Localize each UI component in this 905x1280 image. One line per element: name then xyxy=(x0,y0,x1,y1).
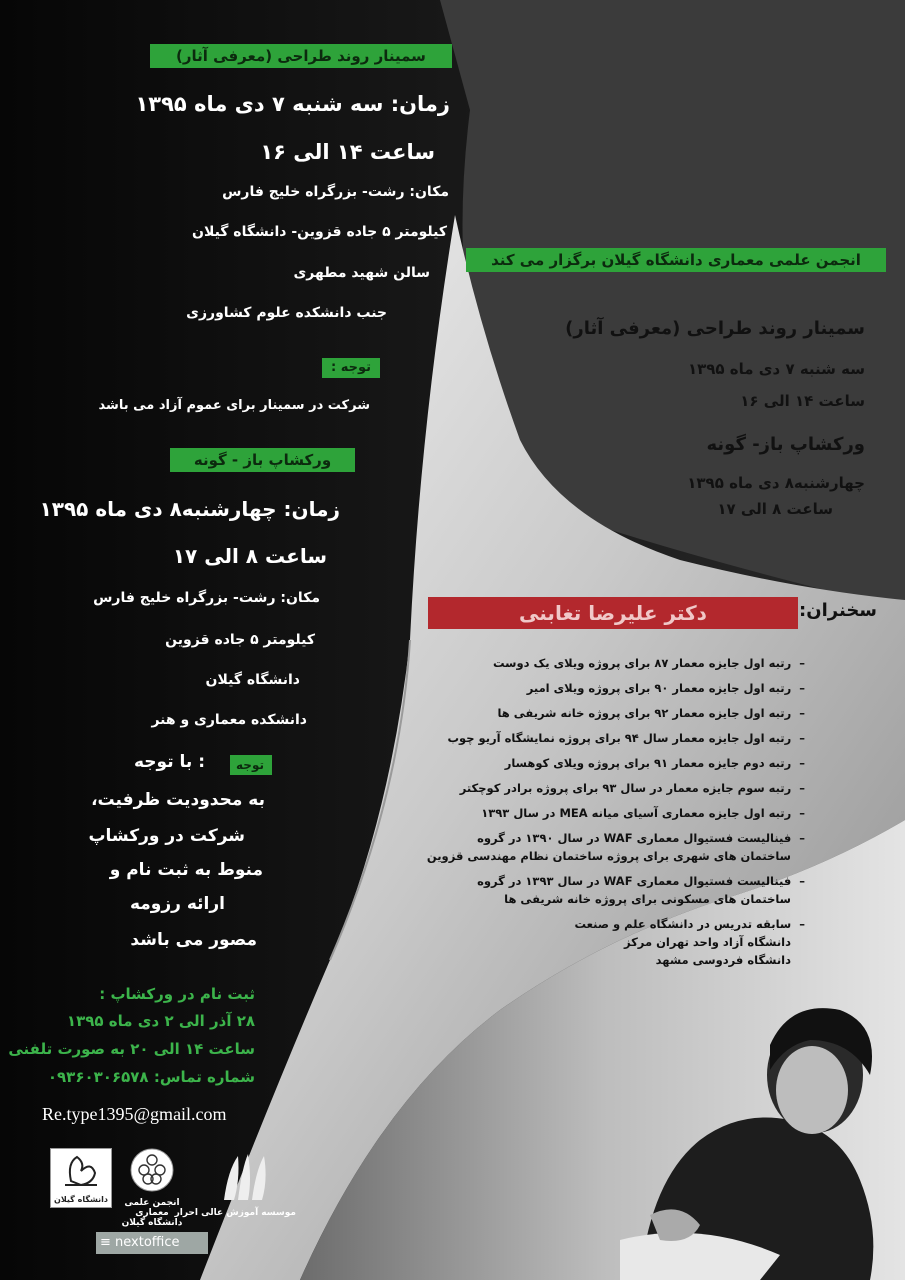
credential-item: –رتبه اول جایزه معماری آسیای میانه MEA در سال ۱۳۹۳ xyxy=(481,806,805,820)
association-logo-line-3: دانشگاه گیلان xyxy=(121,1218,183,1228)
workshop-place-line-2: کیلومتر ۵ جاده قزوین xyxy=(165,632,315,648)
workshop-place-line-1: مکان: رشت- بزرگراه خلیج فارس xyxy=(93,590,320,606)
association-logo-line-1: انجمن علمی xyxy=(124,1198,180,1208)
credential-item-continued: ساختمان های مسکونی برای پروژه خانه شریفی ها xyxy=(504,892,791,906)
association-emblem-icon xyxy=(126,1146,178,1194)
seminar-banner: سمینار روند طراحی (معرفی آثار) xyxy=(150,44,452,68)
workshop-place-line-3: دانشگاه گیلان xyxy=(205,672,300,688)
workshop-note-label: توجه xyxy=(230,755,272,775)
ahrar-emblem-icon xyxy=(218,1150,274,1204)
registration-line-2: ۲۸ آذر الی ۲ دی ماه ۱۳۹۵ xyxy=(66,1012,255,1030)
summary-seminar-time: ساعت ۱۴ الی ۱۶ xyxy=(740,392,865,410)
workshop-note-line-3: شرکت در ورکشاپ xyxy=(88,826,245,846)
ahrar-institute-logo xyxy=(174,1150,296,1225)
seminar-place-line-1: مکان: رشت- بزرگراه خلیج فارس xyxy=(222,184,449,200)
workshop-banner: ورکشاپ باز - گونه xyxy=(170,448,355,472)
workshop-date: زمان: چهارشنبه۸ دی ماه ۱۳۹۵ xyxy=(39,497,340,521)
registration-line-1: ثبت نام در ورکشاپ : xyxy=(99,985,255,1003)
summary-workshop-title: ورکشاپ باز- گونه xyxy=(706,434,865,455)
organizer-banner: انجمن علمی معماری دانشگاه گیلان برگزار می کند xyxy=(466,248,886,272)
speaker-label: سخنران: xyxy=(799,600,877,621)
summary-workshop-date: چهارشنبه۸ دی ماه ۱۳۹۵ xyxy=(687,474,865,492)
seminar-note-label: توجه : xyxy=(322,358,380,378)
credential-item: –سابقه تدریس در دانشگاه علم و صنعت xyxy=(574,917,805,931)
association-logo-line-2: معماری xyxy=(135,1208,169,1218)
guilan-emblem-icon xyxy=(51,1149,111,1191)
workshop-note-line-1: : با توجه xyxy=(133,752,205,772)
credential-item: –رتبه دوم جایزه معمار ۹۱ برای پروژه ویلای کوهسار xyxy=(504,756,805,770)
credential-item: –رتبه اول جایزه معمار ۹۲ برای پروژه خانه شریفی ها xyxy=(497,706,805,720)
registration-phone[interactable]: شماره تماس: ۰۹۳۶۰۳۰۶۵۷۸ xyxy=(47,1068,255,1086)
seminar-place-line-2: کیلومتر ۵ جاده قزوین- دانشگاه گیلان xyxy=(192,224,447,240)
workshop-time: ساعت ۸ الی ۱۷ xyxy=(172,544,327,568)
credential-item-continued: دانشگاه آزاد واحد تهران مرکز xyxy=(623,935,791,949)
guilan-university-logo xyxy=(50,1148,112,1208)
contact-email[interactable]: Re.type1395@gmail.com xyxy=(42,1104,227,1124)
speaker-credentials-list xyxy=(385,655,805,977)
workshop-note-line-5: ارائه رزومه xyxy=(129,894,225,914)
menu-lines-icon: ≡ xyxy=(100,1235,116,1250)
credential-item: –فینالیست فستیوال معماری WAF در سال ۱۳۹۳ در گروه xyxy=(477,874,805,888)
credential-item: –فینالیست فستیوال معماری WAF در سال ۱۳۹۰ در گروه xyxy=(477,831,805,845)
credential-item: –رتبه اول جایزه معمار سال ۹۴ برای پروژه نمایشگاه آریو چوب xyxy=(447,731,805,745)
workshop-note-line-4: منوط به ثبت نام و xyxy=(109,860,263,880)
ahrar-logo-caption: موسسه آموزش عالی احرار xyxy=(174,1208,296,1218)
seminar-time: ساعت ۱۴ الی ۱۶ xyxy=(260,140,435,164)
credential-item: –رتبه اول جایزه معمار ۸۷ برای پروژه ویلای یک دوست xyxy=(493,656,805,670)
summary-workshop-time: ساعت ۸ الی ۱۷ xyxy=(717,500,833,518)
summary-seminar-date: سه شنبه ۷ دی ماه ۱۳۹۵ xyxy=(687,360,865,378)
credential-item: –رتبه اول جایزه معمار ۹۰ برای پروژه ویلای امیر xyxy=(526,681,805,695)
workshop-note-line-6: مصور می باشد xyxy=(130,930,257,950)
credential-item: –رتبه سوم جایزه معمار در سال ۹۳ برای پروژه برادر کوچکتر xyxy=(459,781,805,795)
nextoffice-wordmark: nextoffice xyxy=(115,1235,180,1250)
seminar-date: زمان: سه شنبه ۷ دی ماه ۱۳۹۵ xyxy=(135,92,450,116)
credential-item-continued: ساختمان های شهری برای پروژه ساختمان نظام مهندسی قزوین xyxy=(426,849,791,863)
workshop-note-line-2: به محدودیت ظرفیت، xyxy=(91,790,265,810)
summary-seminar-title: سمینار روند طراحی (معرفی آثار) xyxy=(565,318,865,339)
workshop-place-line-4: دانشکده معماری و هنر xyxy=(151,712,307,728)
speaker-name-banner: دکتر علیرضا تغابنی xyxy=(428,597,798,629)
credential-item-continued: دانشگاه فردوسی مشهد xyxy=(655,953,791,967)
registration-line-3: ساعت ۱۴ الی ۲۰ به صورت تلفنی xyxy=(8,1040,255,1058)
guilan-logo-caption: دانشگاه گیلان xyxy=(54,1195,108,1204)
seminar-place-line-3: سالن شهید مطهری xyxy=(293,265,430,281)
seminar-place-line-4: جنب دانشکده علوم کشاورزی xyxy=(186,305,387,321)
nextoffice-logo xyxy=(96,1232,208,1254)
seminar-note-text: شرکت در سمینار برای عموم آزاد می باشد xyxy=(98,398,370,413)
